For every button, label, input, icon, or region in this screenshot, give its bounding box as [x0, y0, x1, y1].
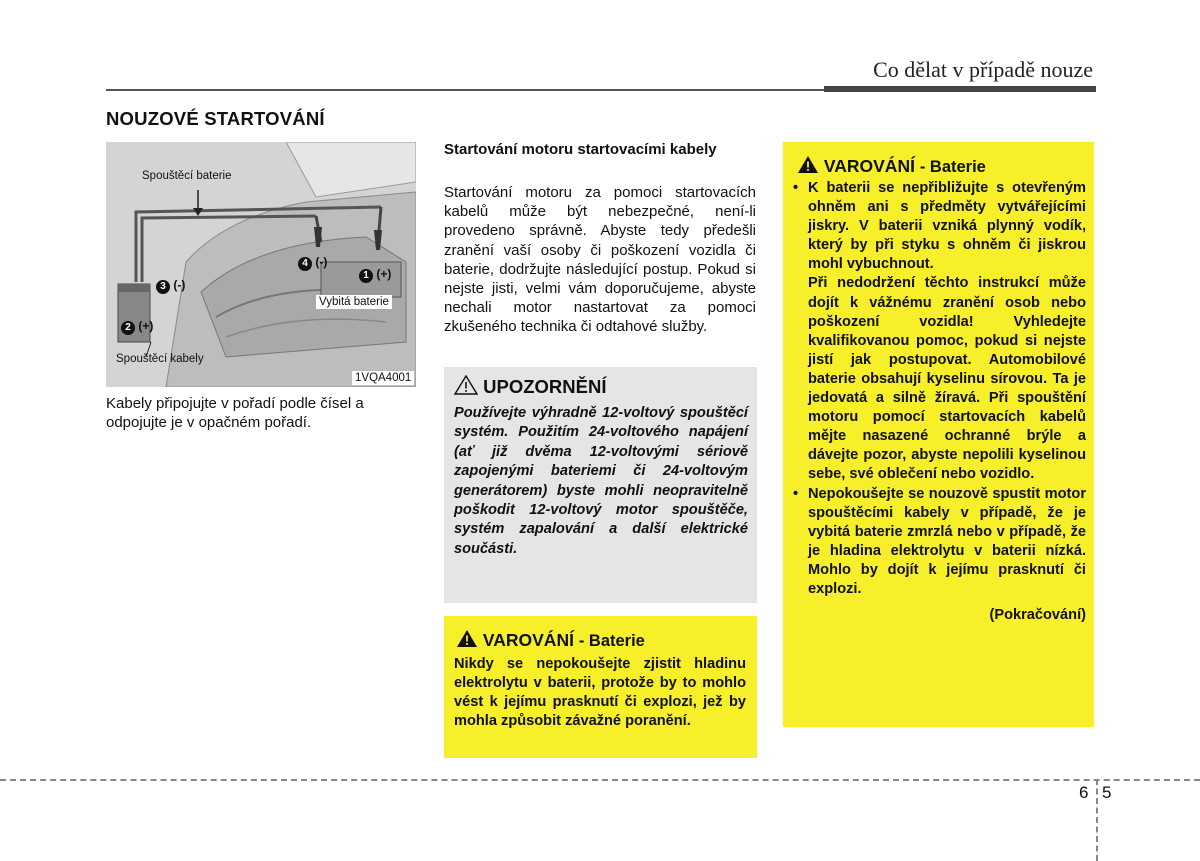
warning-triangle-icon — [797, 155, 819, 174]
caution-body: Používejte výhradně 12-voltový spouštěcí systém. Použitím 24-voltového napájení (ať již dvěma 12-voltovými sériově zapojenými bateriemi či 24-voltovým generátorem) byste mohli neopravitelně poškodit 12-voltový motor spouštěče, systém zapalování a další elektrické součásti. — [454, 405, 748, 557]
badge-2 — [121, 319, 153, 335]
figure-code: 1VQA4001 — [352, 371, 414, 385]
badge-number: 4 — [298, 257, 312, 271]
warning-box-electrolyte — [444, 616, 757, 758]
page-section-number: 6 — [1079, 783, 1089, 802]
warning-title-text: VAROVÁNÍ — [482, 630, 574, 650]
warning-triangle-icon — [456, 629, 478, 648]
header-title: Co dělat v případě nouze — [873, 57, 1093, 82]
jump-start-figure — [106, 142, 416, 387]
caution-title-text: UPOZORNĚNÍ — [483, 376, 607, 397]
warning-bullet-frozen: • Nepokoušejte se nouzově spustit motor spouštěcími kabely v případě, že je vybitá baterie zmrzlá nebo v případě, že je hladina elektrolytu v baterii nízká. Mohlo by dojít k jejímu prasknutí či explozi. — [791, 485, 1086, 600]
caution-triangle-icon — [454, 375, 478, 395]
warning-bullet-fire: • K baterii se nepřibližujte s otevřeným ohněm ani s předměty vytvářejícími jiskry. V baterii vzniká plynný vodík, který by při styku s ohněm či jiskrou mohl vybuchnout. — [791, 179, 1086, 274]
warning-subtitle: - Baterie — [578, 632, 645, 650]
badge-number: 1 — [359, 269, 373, 283]
header-rule — [106, 89, 824, 91]
label-dead-battery: Vybitá baterie — [316, 295, 392, 309]
label-donor-battery: Spouštěcí baterie — [142, 170, 232, 182]
header-rule-accent — [824, 86, 1096, 92]
warning-title-text: VAROVÁNÍ — [823, 156, 915, 176]
badge-sign: (+) — [376, 267, 392, 281]
footer-rule — [0, 779, 1200, 781]
footer-divider — [1096, 779, 1098, 861]
warning-content — [791, 179, 1086, 625]
warning-box-battery — [783, 142, 1094, 727]
warning-title — [797, 155, 986, 177]
badge-3 — [156, 278, 185, 294]
warning-body: Nikdy se nepokoušejte zjistit hladinu elektrolytu v baterii, protože by to mohlo vést k jejímu prasknutí či explozi, jež by mohla způsobit závažné poranění. — [454, 656, 746, 730]
badge-4 — [298, 255, 327, 271]
badge-sign: (-) — [315, 255, 328, 269]
jump-start-body: Startování motoru za pomoci startovacích kabelů může být nebezpečné, není-li provedeno správně. Abyste tedy předešli zranění vaší osoby či poškození vozidla či baterie, dodržujte následující postup. Pokud si nejste jisti, velmi vám doporučujeme, abyste nechali motor nastartovat za pomoci zkušeného technika či odtahové služby. — [444, 184, 756, 336]
caution-title — [454, 375, 606, 398]
badge-sign: (+) — [138, 319, 154, 333]
warning-paragraph-acid: Při nedodržení těchto instrukcí může dojít k vážnému zranění osob nebo poškození vozidla! Vyhledejte kvalifikovanou pomoc, pokud si nejste jistí jak postupovat. Automobilové baterie obsahují kyselinu sírovou. Ta je jedovatá a silně žíravá. Při spouštění motoru pomocí startovacích kabelů mějte nasazené ochranné brýle a dávejte pozor, abyste nepolili kyselinou sebe, své oblečení nebo vozidlo. — [808, 275, 1086, 483]
label-jump-cables: Spouštěcí kabely — [116, 353, 204, 365]
badge-number: 3 — [156, 280, 170, 294]
page-number: 5 — [1102, 783, 1112, 802]
figure-caption: Kabely připojujte v pořadí podle čísel a odpojujte je v opačném pořadí. — [106, 395, 364, 431]
warning-title — [456, 629, 645, 651]
badge-1 — [359, 267, 391, 283]
jump-start-heading: Startování motoru startovacími kabely — [444, 141, 717, 158]
badge-number: 2 — [121, 321, 135, 335]
warning-subtitle: - Baterie — [919, 158, 986, 176]
continued-note: (Pokračování) — [989, 607, 1086, 624]
badge-sign: (-) — [173, 278, 186, 292]
section-title: NOUZOVÉ STARTOVÁNÍ — [106, 108, 325, 129]
